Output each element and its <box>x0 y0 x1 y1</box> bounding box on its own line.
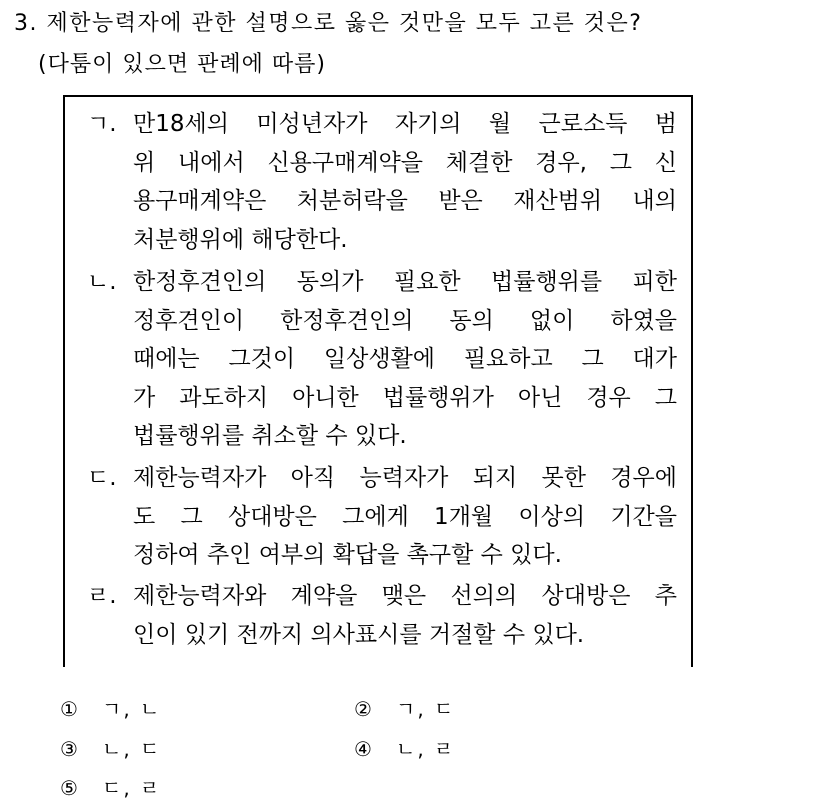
statement-giyeok <box>87 105 677 259</box>
choice-3[interactable] <box>60 733 161 762</box>
statement-marker: ㄹ. <box>87 583 117 609</box>
statement-line: 가 과도하지 아니한 법률행위가 아닌 경우 그 <box>133 384 677 411</box>
statement-line: 도 그 상대방은 그에게 1개월 이상의 기간을 <box>133 503 677 530</box>
statement-line: 처분행위에 해당한다. <box>133 226 348 253</box>
question-title: 3. 제한능력자에 관한 설명으로 옳은 것만을 모두 고른 것은? <box>14 11 643 36</box>
statement-line: 제한능력자와 계약을 맺은 선의의 상대방은 추 <box>133 583 677 609</box>
statement-line: 정후견인이 한정후견인의 동의 없이 하였을 <box>133 307 677 334</box>
statement-marker: ㄷ. <box>87 465 117 491</box>
choice-answer: ㄱ, ㄴ <box>102 697 162 721</box>
choice-5[interactable] <box>60 772 161 801</box>
statement-box <box>63 95 693 667</box>
statement-line: 인이 있기 전까지 의사표시를 거절할 수 있다. <box>133 621 585 648</box>
question-note: (다툼이 있으면 판례에 따름) <box>38 52 326 77</box>
statement-digeut <box>87 459 677 575</box>
statement-line: 때에는 그것이 일상생활에 필요하고 그 대가 <box>133 346 677 372</box>
statement-line: 만18세의 미성년자가 자기의 월 근로소득 범 <box>133 111 677 137</box>
choice-4[interactable] <box>354 733 455 762</box>
choice-number: ⑤ <box>60 776 80 800</box>
choice-2[interactable] <box>354 693 455 722</box>
choice-1[interactable] <box>60 693 161 722</box>
statement-line: 법률행위를 취소할 수 있다. <box>133 423 407 449</box>
statement-line: 용구매계약은 처분허락을 받은 재산범위 내의 <box>133 188 677 214</box>
choice-number: ④ <box>354 737 374 761</box>
choice-answer: ㄴ, ㄷ <box>102 737 162 761</box>
statement-marker: ㄴ. <box>87 269 117 295</box>
statement-marker: ㄱ. <box>87 111 117 137</box>
statement-nieun <box>87 263 677 456</box>
statement-line: 한정후견인의 동의가 필요한 법률행위를 피한 <box>133 269 677 295</box>
statement-line: 위 내에서 신용구매계약을 체결한 경우, 그 신 <box>133 149 677 176</box>
choice-answer: ㄷ, ㄹ <box>102 776 162 800</box>
choice-answer: ㄱ, ㄷ <box>396 697 456 721</box>
statement-rieul <box>87 577 677 654</box>
statement-line: 제한능력자가 아직 능력자가 되지 못한 경우에 <box>133 465 677 491</box>
choice-answer: ㄴ, ㄹ <box>396 737 456 761</box>
choice-number: ③ <box>60 737 80 761</box>
choice-number: ② <box>354 697 374 721</box>
choice-number: ① <box>60 697 80 721</box>
statement-line: 정하여 추인 여부의 확답을 촉구할 수 있다. <box>133 542 562 568</box>
